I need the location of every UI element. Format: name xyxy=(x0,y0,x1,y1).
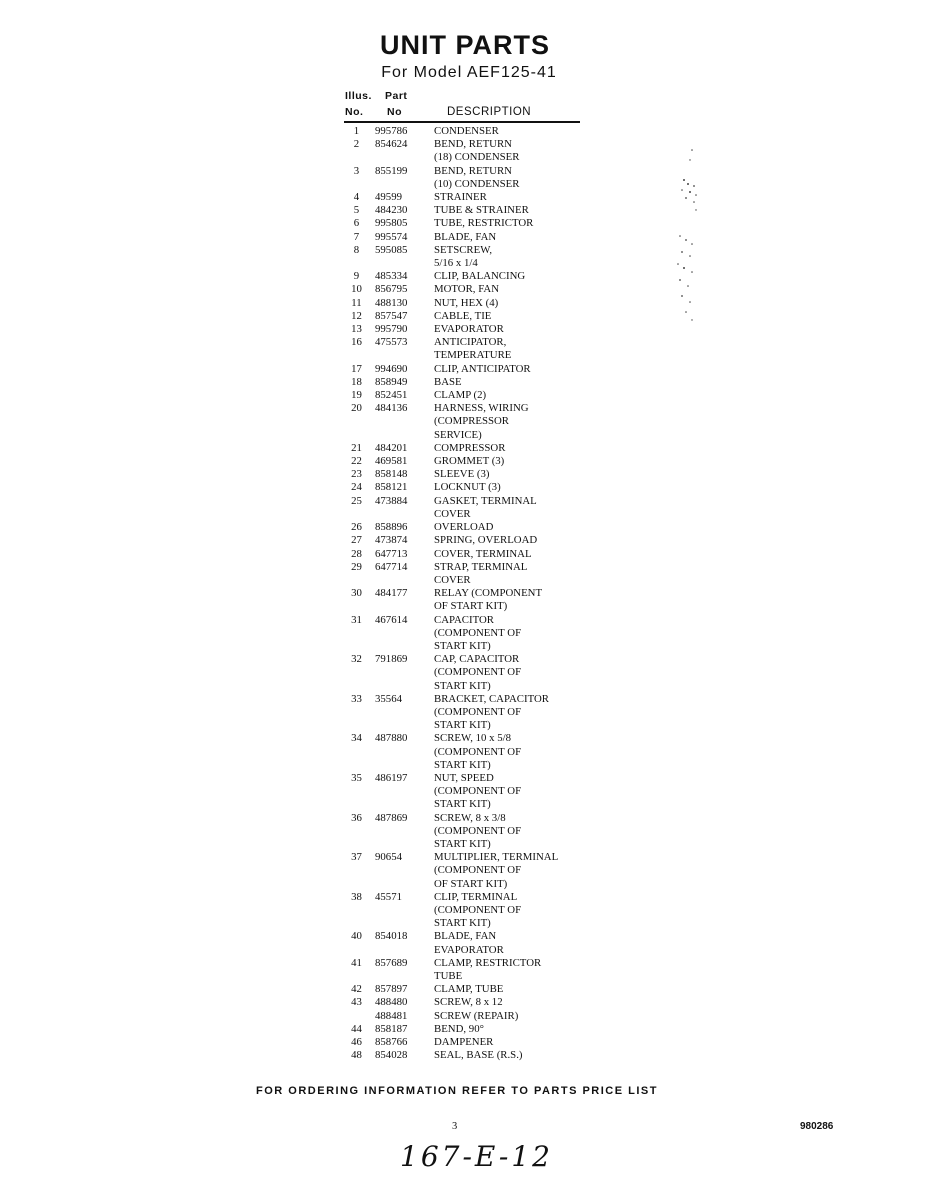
col-illus-label: Illus. xyxy=(345,90,372,102)
description: CAP, CAPACITOR (COMPONENT OF START KIT) xyxy=(434,653,522,692)
description: BEND, RETURN (10) CONDENSER xyxy=(434,164,520,190)
part-no: 858187 xyxy=(375,1022,408,1035)
illus-no: 7 xyxy=(353,230,360,243)
part-no: 473884 xyxy=(375,494,408,507)
part-no: 647713 xyxy=(375,547,408,560)
part-no: 485334 xyxy=(375,270,408,283)
illus-no: 10 xyxy=(351,283,362,296)
part-no: 857547 xyxy=(375,309,408,322)
illus-no: 9 xyxy=(353,270,360,283)
description: TUBE, RESTRICTOR xyxy=(434,217,534,230)
illus-no: 17 xyxy=(351,362,362,375)
table-row xyxy=(342,1010,592,1023)
table-row xyxy=(342,548,592,561)
model-subtitle: For Model AEF125-41 xyxy=(381,64,557,81)
table-row xyxy=(342,983,592,996)
illus-no: 31 xyxy=(351,613,362,626)
description: TUBE & STRAINER xyxy=(434,204,529,217)
table-row xyxy=(342,587,592,613)
description: CLIP, BALANCING xyxy=(434,270,526,283)
illus-no: 20 xyxy=(351,402,362,415)
illus-no: 23 xyxy=(351,468,362,481)
description: BEND, 90° xyxy=(434,1022,484,1035)
description: DAMPENER xyxy=(434,1036,494,1049)
description: EVAPORATOR xyxy=(434,323,504,336)
description: HARNESS, WIRING (COMPRESSOR SERVICE) xyxy=(434,402,529,441)
description: LOCKNUT (3) xyxy=(434,481,501,494)
table-row xyxy=(342,1023,592,1036)
illus-no: 41 xyxy=(351,956,362,969)
table-row xyxy=(342,204,592,217)
part-no: 854018 xyxy=(375,930,408,943)
illus-no: 27 xyxy=(351,534,362,547)
illus-no: 32 xyxy=(351,653,362,666)
part-no: 855199 xyxy=(375,164,408,177)
table-row xyxy=(342,481,592,494)
illus-no: 26 xyxy=(351,521,362,534)
part-no: 484177 xyxy=(375,587,408,600)
illus-no: 4 xyxy=(353,191,360,204)
table-row xyxy=(342,891,592,931)
table-row xyxy=(342,138,592,164)
description: NUT, SPEED (COMPONENT OF START KIT) xyxy=(434,771,522,811)
description: CABLE, TIE xyxy=(434,309,492,322)
table-row xyxy=(342,244,592,270)
part-no: 856795 xyxy=(375,283,408,296)
description: CLAMP, RESTRICTOR TUBE xyxy=(434,956,542,982)
description: SCREW (REPAIR) xyxy=(434,1009,519,1022)
table-row xyxy=(342,217,592,230)
illus-no: 38 xyxy=(351,890,362,903)
part-no: 484136 xyxy=(375,402,408,415)
table-row xyxy=(342,1049,592,1062)
illus-no: 44 xyxy=(351,1022,362,1035)
illus-no: 8 xyxy=(353,243,360,256)
description: BLADE, FAN xyxy=(434,230,497,243)
table-row xyxy=(342,521,592,534)
illus-no: 29 xyxy=(351,560,362,573)
description: RELAY (COMPONENT OF START KIT) xyxy=(434,587,543,613)
part-no: 595085 xyxy=(375,243,408,256)
illus-no: 34 xyxy=(351,732,362,745)
part-no: 488481 xyxy=(375,1009,408,1022)
col-description-label: DESCRIPTION xyxy=(447,106,532,118)
illus-no: 30 xyxy=(351,587,362,600)
description: BRACKET, CAPACITOR (COMPONENT OF START KIT) xyxy=(434,692,549,732)
illus-no: 28 xyxy=(351,547,362,560)
illus-no: 6 xyxy=(353,217,360,230)
part-no: 484230 xyxy=(375,204,408,217)
illus-no: 46 xyxy=(351,1036,362,1049)
description: CLAMP (2) xyxy=(434,389,487,402)
illus-no: 42 xyxy=(351,983,362,996)
table-row xyxy=(342,402,592,442)
part-no: 858949 xyxy=(375,375,408,388)
illus-no: 36 xyxy=(351,811,362,824)
table-row xyxy=(342,772,592,812)
part-no: 488130 xyxy=(375,296,408,309)
part-no: 473874 xyxy=(375,534,408,547)
part-no: 857897 xyxy=(375,983,408,996)
part-no: 45571 xyxy=(375,890,402,903)
part-no: 854028 xyxy=(375,1049,408,1062)
table-row xyxy=(342,389,592,402)
table-row xyxy=(342,376,592,389)
illus-no: 1 xyxy=(353,125,360,137)
part-no: 49599 xyxy=(375,191,402,204)
description: CLIP, TERMINAL (COMPONENT OF START KIT) xyxy=(434,890,522,930)
illus-no: 40 xyxy=(351,930,362,943)
table-row xyxy=(342,336,592,362)
col-no-label: No. xyxy=(345,106,364,118)
illus-no: 12 xyxy=(351,309,362,322)
table-row xyxy=(342,653,592,693)
part-no: 469581 xyxy=(375,455,408,468)
illus-no: 16 xyxy=(351,336,362,349)
illus-no: 48 xyxy=(351,1049,362,1062)
part-no: 487880 xyxy=(375,732,408,745)
col-part-no-label: No xyxy=(387,106,402,118)
part-no: 995790 xyxy=(375,323,408,336)
description: BLADE, FAN EVAPORATOR xyxy=(434,930,504,956)
scan-artifact xyxy=(670,140,710,340)
description: MULTIPLIER, TERMINAL (COMPONENT OF OF START KIT) xyxy=(434,851,559,890)
part-no: 858121 xyxy=(375,481,408,494)
table-row xyxy=(342,231,592,244)
parts-list xyxy=(342,125,592,1062)
table-row xyxy=(342,851,592,891)
table-row xyxy=(342,125,592,138)
illus-no: 19 xyxy=(351,389,362,402)
part-no: 858766 xyxy=(375,1036,408,1049)
table-row xyxy=(342,1036,592,1049)
header-rule xyxy=(344,121,580,123)
illus-no: 18 xyxy=(351,375,362,388)
part-no: 484201 xyxy=(375,441,408,454)
table-row xyxy=(342,455,592,468)
part-no: 857689 xyxy=(375,956,408,969)
table-row xyxy=(342,534,592,547)
description: SCREW, 10 x 5/8 (COMPONENT OF START KIT) xyxy=(434,732,522,771)
page-title: UNIT PARTS xyxy=(380,30,550,60)
part-no: 486197 xyxy=(375,771,408,784)
description: OVERLOAD xyxy=(434,521,494,534)
part-no: 487869 xyxy=(375,811,408,824)
part-no: 995574 xyxy=(375,230,408,243)
illus-no: 35 xyxy=(351,771,362,784)
description: BASE xyxy=(434,375,462,388)
table-row xyxy=(342,693,592,733)
table-row xyxy=(342,297,592,310)
illus-no: 13 xyxy=(351,323,362,336)
table-row xyxy=(342,165,592,191)
illus-no xyxy=(342,1010,371,1023)
illus-no: 43 xyxy=(351,996,362,1009)
part-no: 467614 xyxy=(375,613,408,626)
ordering-note: FOR ORDERING INFORMATION REFER TO PARTS PRICE LIST xyxy=(256,1085,658,1097)
description: CAPACITOR (COMPONENT OF START KIT) xyxy=(434,613,522,652)
part-no: 647714 xyxy=(375,560,408,573)
part-no: 858896 xyxy=(375,521,408,534)
table-row xyxy=(342,812,592,852)
illus-no: 3 xyxy=(353,164,360,177)
table-row xyxy=(342,732,592,772)
table-row xyxy=(342,363,592,376)
part-no: 488480 xyxy=(375,996,408,1009)
illus-no: 5 xyxy=(353,204,360,217)
table-row xyxy=(342,310,592,323)
table-row xyxy=(342,468,592,481)
handwritten-note: 167-E-12 xyxy=(400,1140,553,1173)
description: CLAMP, TUBE xyxy=(434,983,504,996)
description: ANTICIPATOR, TEMPERATURE xyxy=(434,336,512,362)
description: NUT, HEX (4) xyxy=(434,296,499,309)
illus-no: 24 xyxy=(351,481,362,494)
table-row xyxy=(342,442,592,455)
description: MOTOR, FAN xyxy=(434,283,499,296)
table-row xyxy=(342,930,592,956)
table-row xyxy=(342,323,592,336)
description: SLEEVE (3) xyxy=(434,468,490,481)
part-no: 995786 xyxy=(375,125,408,137)
description: STRAINER xyxy=(434,191,487,204)
table-row xyxy=(342,495,592,521)
illus-no: 33 xyxy=(351,692,362,705)
description: SCREW, 8 x 3/8 (COMPONENT OF START KIT) xyxy=(434,811,522,850)
table-row xyxy=(342,614,592,654)
table-row xyxy=(342,957,592,983)
table-row xyxy=(342,191,592,204)
description: SEAL, BASE (R.S.) xyxy=(434,1049,523,1062)
illus-no: 2 xyxy=(353,138,360,151)
illus-no: 21 xyxy=(351,441,362,454)
description: COMPRESSOR xyxy=(434,441,506,454)
part-no: 994690 xyxy=(375,362,408,375)
part-no: 475573 xyxy=(375,336,408,349)
table-row xyxy=(342,996,592,1009)
description: CLIP, ANTICIPATOR xyxy=(434,362,531,375)
col-part-label: Part xyxy=(385,90,408,102)
table-row xyxy=(342,283,592,296)
part-no: 995805 xyxy=(375,217,408,230)
table-row xyxy=(342,270,592,283)
part-no: 858148 xyxy=(375,468,408,481)
description: STRAP, TERMINAL COVER xyxy=(434,560,528,586)
description: GASKET, TERMINAL COVER xyxy=(434,494,537,520)
description: SPRING, OVERLOAD xyxy=(434,534,538,547)
description: COVER, TERMINAL xyxy=(434,547,532,560)
part-no: 35564 xyxy=(375,692,402,705)
description: GROMMET (3) xyxy=(434,455,505,468)
description: SCREW, 8 x 12 xyxy=(434,996,503,1009)
document-number: 980286 xyxy=(800,1121,834,1132)
description: CONDENSER xyxy=(434,125,499,137)
part-no: 854624 xyxy=(375,138,408,151)
page-number: 3 xyxy=(452,1121,458,1132)
illus-no: 25 xyxy=(351,494,362,507)
illus-no: 11 xyxy=(351,296,362,309)
part-no: 90654 xyxy=(375,851,402,864)
part-no: 791869 xyxy=(375,653,408,666)
part-no: 852451 xyxy=(375,389,408,402)
description: BEND, RETURN (18) CONDENSER xyxy=(434,138,520,164)
description: SETSCREW, 5/16 x 1/4 xyxy=(434,243,493,270)
illus-no: 37 xyxy=(351,851,362,864)
illus-no: 22 xyxy=(351,455,362,468)
table-row xyxy=(342,561,592,587)
